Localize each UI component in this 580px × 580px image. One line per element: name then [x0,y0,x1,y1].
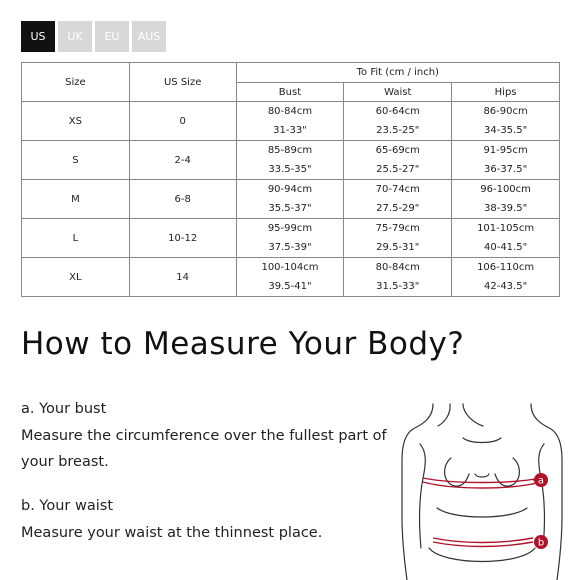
us-size-cell: 6-8 [129,180,236,219]
hips-cell [452,219,560,258]
size-cell: XS [22,102,130,141]
us-size-cell: 0 [129,102,236,141]
table-row [22,141,560,180]
us-size-cell: 10-12 [129,219,236,258]
size-cell: XL [22,258,130,297]
table-row [22,258,560,297]
waist-in: 25.5-27" [376,164,420,175]
hips-in: 40-41.5" [483,242,528,253]
header-waist: Waist [344,83,452,102]
bust-in: 39.5-41" [268,281,312,292]
hips-cell [452,102,560,141]
body-outline [402,404,562,580]
marker-b-icon [534,535,548,549]
size-cell: M [22,180,130,219]
region-tabs [21,21,166,52]
bust-in: 31-33" [273,125,307,136]
hips-in: 36-37.5" [483,164,528,175]
bust-text: Measure the circumference over the fullest part of your breast. [21,427,387,470]
waist-cm: 60-64cm [375,106,420,117]
waist-in: 27.5-29" [376,203,420,214]
hips-in: 38-39.5" [483,203,528,214]
size-rows [22,102,560,297]
waist-cell [344,141,452,180]
hips-cell [452,180,560,219]
header-hips: Hips [452,83,560,102]
body-outline-figure [393,398,580,580]
waist-cm: 75-79cm [375,223,420,234]
tab-eu[interactable]: EU [95,21,129,52]
bust-in: 35.5-37" [268,203,312,214]
measure-lines [423,478,541,547]
waist-cell [344,102,452,141]
marker-a-icon [534,473,548,487]
waist-in: 31.5-33" [376,281,420,292]
hips-in: 42-43.5" [483,281,528,292]
bust-cm: 95-99cm [267,223,313,234]
table-row [22,219,560,258]
page-title: How to Measure Your Body? [21,326,465,362]
hips-cm: 106-110cm [477,262,535,273]
waist-cm: 80-84cm [375,262,420,273]
bust-in: 33.5-35" [268,164,312,175]
hips-cm: 91-95cm [483,145,528,156]
marker-b-label: b [537,537,545,549]
tab-us[interactable]: US [21,21,55,52]
waist-cm: 65-69cm [375,145,420,156]
bust-cell [236,141,344,180]
size-cell: S [22,141,130,180]
header-to-fit: To Fit (cm / inch) [236,63,559,83]
tab-aus[interactable]: AUS [132,21,166,52]
size-cell: L [22,219,130,258]
waist-cell [344,219,452,258]
size-chart-table [21,62,560,297]
bust-cell [236,219,344,258]
us-size-cell: 14 [129,258,236,297]
header-bust: Bust [236,83,344,102]
waist-cm: 70-74cm [375,184,420,195]
hips-cm: 101-105cm [477,223,535,234]
hips-cm: 96-100cm [480,184,531,195]
hips-cell [452,141,560,180]
bust-heading: a. Your bust [21,401,107,417]
bust-cm: 80-84cm [267,106,313,117]
table-row [22,102,560,141]
tab-uk[interactable]: UK [58,21,92,52]
header-us-size: US Size [129,63,236,102]
hips-in: 34-35.5" [483,125,528,136]
marker-a-label: a [537,475,545,487]
bust-cm: 90-94cm [267,184,313,195]
waist-in: 29.5-31" [376,242,420,253]
bust-cm: 85-89cm [267,145,313,156]
waist-cell [344,258,452,297]
hips-cell [452,258,560,297]
waist-heading: b. Your waist [21,498,113,514]
bust-section [21,396,391,476]
bust-in: 37.5-39" [268,242,312,253]
waist-cell [344,180,452,219]
waist-section [21,493,391,546]
us-size-cell: 2-4 [129,141,236,180]
waist-text: Measure your waist at the thinnest place. [21,524,323,541]
bust-cell [236,258,344,297]
hips-cm: 86-90cm [483,106,528,117]
bust-cm: 100-104cm [261,262,319,273]
table-row [22,180,560,219]
header-size: Size [22,63,130,102]
bust-cell [236,102,344,141]
bust-cell [236,180,344,219]
waist-in: 23.5-25" [376,125,420,136]
